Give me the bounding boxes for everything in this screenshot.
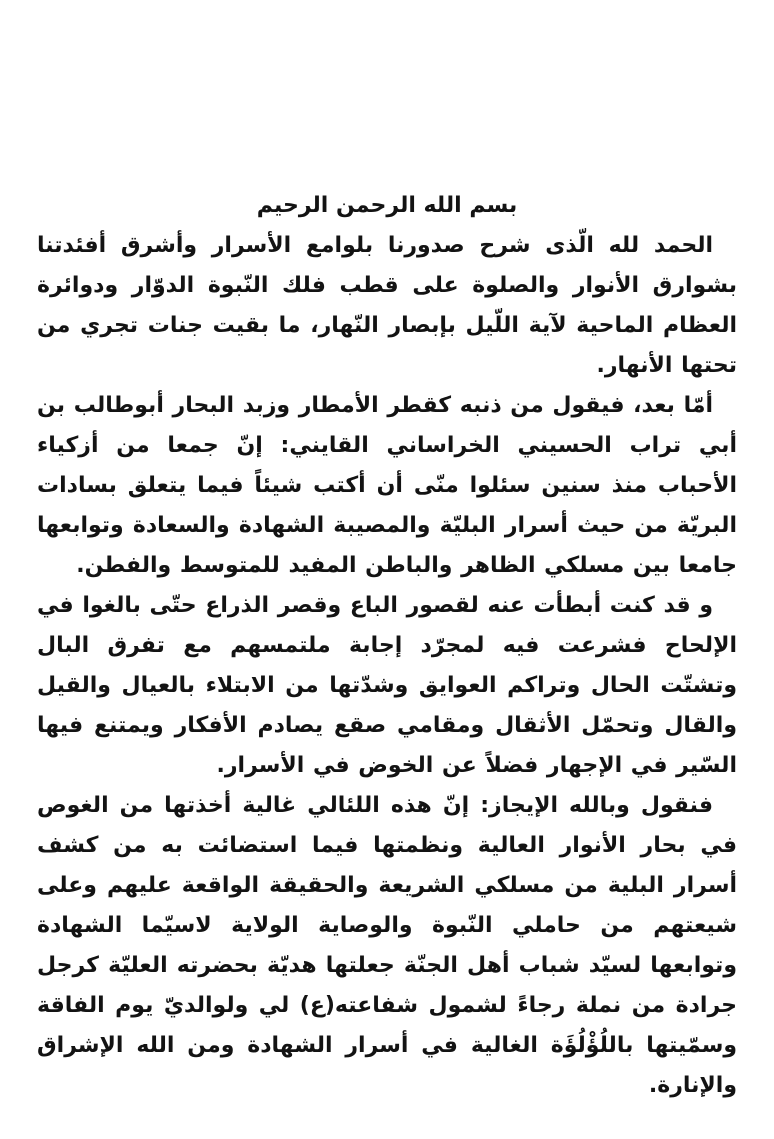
paragraph-amma-baad: أمّا بعد، فيقول من ذنبه كقطر الأمطار وزبد البحار أبوطالب بن أبي تراب الحسيني الخراساني القايني: إنّ جمعا من أزكياء الأحباب منذ سنين سئلوا منّى أن أكتب شيئاً فيما يتعلق بسادات البريّة من حيث أسرار البليّة والمصيبة الشهادة والسعادة وتوابعها جامعا بين مسلكي الظاهر والباطن المفيد للمتوسط والفطن. xyxy=(37,393,737,578)
body-text xyxy=(37,226,737,1106)
text-block xyxy=(37,186,737,1106)
paragraph-hamd: الحمد لله الّذى شرح صدورنا بلوامع الأسرار وأشرق أفئدتنا بشوارق الأنوار والصلوة على قطب فلك النّبوة الدوّار ودوائرة العظام الماحية لآية اللّيل بإبصار النّهار، ما بقيت جنات تجري من تحتها الأنهار. xyxy=(37,233,737,378)
paragraph-qad-kuntu: و قد كنت أبطأت عنه لقصور الباع وقصر الذراع حتّى بالغوا في الإلحاح فشرعت فيه لمجرّد إجابة ملتمسهم مع تفرق البال وتشتّت الحال وتراكم العوايق وشدّتها من الابتلاء بالعيال والقيل والقال وتحمّل الأثقال ومقامي صقع يصادم الأفكار ويمتنع فيها السّير في الإجهار فضلاً عن الخوض في الأسرار. xyxy=(37,593,737,778)
basmala-heading: بسم الله الرحمن الرحيم xyxy=(256,193,518,218)
paragraph-fanaqul: فنقول وبالله الإيجاز: إنّ هذه اللئالي غالية أخذتها من الغوص في بحار الأنوار العالية ونظمتها فيما استضائت به من كشف أسرار البلية من مسلكي الشريعة والحقيقة الواقعة عليهم وعلى شيعتهم من حاملي النّبوة والوصاية الولاية لاسيّما الشهادة وتوابعها لسيّد شباب أهل الجنّة جعلتها هديّة بحضرته العليّة كرجل جرادة من نملة رجاءً لشمول شفاعته(ع) لي ولوالديّ يوم الفاقة وسمّيتها باللُؤْلُؤَة الغالية في أسرار الشهادة ومن الله الإشراق والإنارة. xyxy=(37,793,737,1098)
